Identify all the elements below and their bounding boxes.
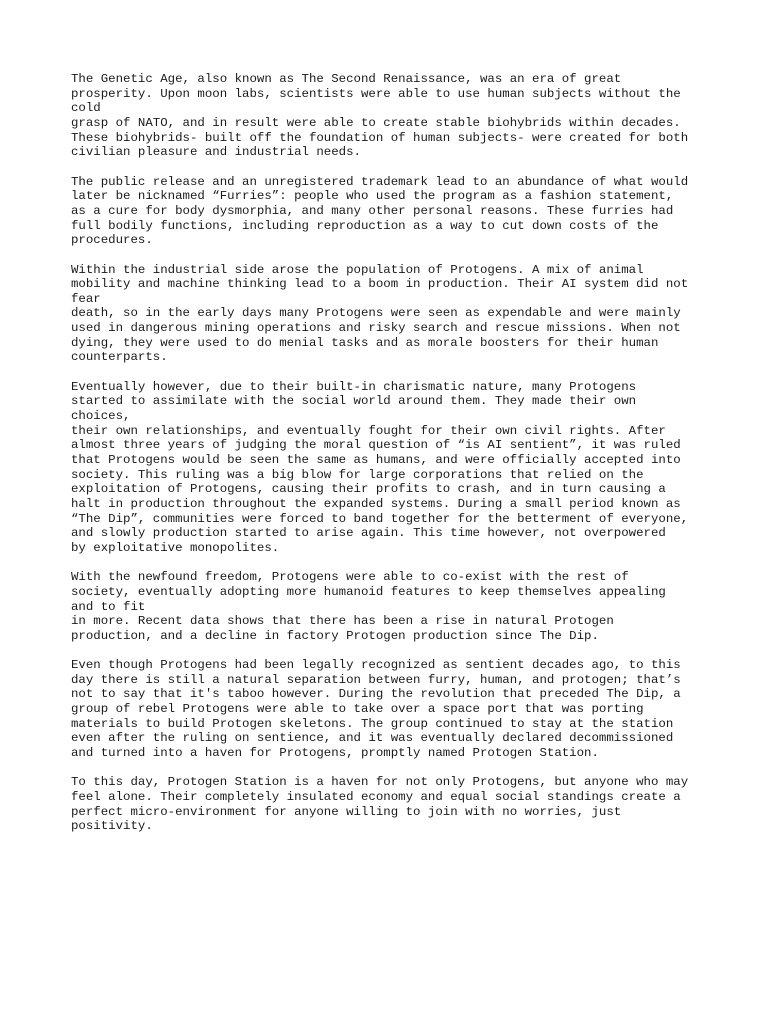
text-line: grasp of NATO, and in result were able to create stable biohybrids within decades. (71, 115, 681, 130)
text-line: that Protogens would be seen the same as humans, and were officially accepted into (71, 453, 681, 468)
paragraph-furries (71, 175, 711, 248)
text-line: group of rebel Protogens were able to take over a space port that was porting (71, 702, 644, 717)
text-line: started to assimilate with the social world around them. They made their own (71, 394, 637, 409)
text-line: perfect micro-environment for anyone willing to join with no worries, just (71, 804, 622, 819)
text-line: not to say that it's taboo however. During the revolution that preceded The Dip, a (71, 687, 681, 702)
text-line: The Genetic Age, also known as The Second Renaissance, was an era of great (71, 72, 622, 86)
text-line: dying, they were used to do menial tasks and as morale boosters for their human (71, 335, 659, 350)
text-line: “The Dip”, communities were forced to band together for the betterment of everyone, (71, 511, 689, 526)
text-line: To this day, Protogen Station is a haven for not only Protogens, but anyone who may (71, 775, 689, 790)
document-page (71, 72, 711, 849)
text-line: Eventually however, due to their built-in charismatic nature, many Protogens (71, 379, 637, 394)
text-line: exploitation of Protogens, causing their profits to crash, and in turn causing a (71, 482, 666, 497)
text-line: even after the ruling on sentience, and it was eventually declared decommissioned (71, 731, 674, 746)
text-line: halt in production throughout the expanded systems. During a small period known as (71, 496, 681, 511)
text-line: and slowly production started to arise again. This time however, not overpowered (71, 526, 666, 541)
text-line: Even though Protogens had been legally recognized as sentient decades ago, to this (71, 658, 681, 673)
text-line: and to fit (71, 599, 146, 614)
text-line: choices, (71, 409, 131, 424)
text-line: almost three years of judging the moral question of “is AI sentient”, it was ruled (71, 438, 681, 453)
text-line: society. This ruling was a big blow for large corporations that relied on the (71, 467, 644, 482)
text-line: The public release and an unregistered trademark lead to an abundance of what would (71, 174, 689, 189)
text-line: feel alone. Their completely insulated economy and equal social standings create a (71, 790, 681, 805)
paragraph-newfound-freedom (71, 570, 711, 643)
paragraph-protogen-station-today (71, 775, 711, 834)
text-line: as a cure for body dysmorphia, and many other personal reasons. These furries had (71, 203, 674, 218)
text-line: production, and a decline in factory Protogen production since The Dip. (71, 628, 599, 643)
text-line: materials to build Protogen skeletons. The group continued to stay at the station (71, 716, 674, 731)
text-line: prosperity. Upon moon labs, scientists were able to use human subjects without the (71, 86, 681, 101)
paragraph-protogen-station-origin (71, 658, 711, 761)
text-line: mobility and machine thinking lead to a boom in production. Their AI system did not (71, 277, 689, 292)
paragraph-protogens-industrial (71, 263, 711, 366)
text-line: counterparts. (71, 350, 168, 365)
text-line: cold (71, 101, 101, 116)
text-line: positivity. (71, 819, 153, 834)
paragraph-civil-rights (71, 380, 711, 556)
text-line: civilian pleasure and industrial needs. (71, 145, 361, 160)
text-line: in more. Recent data shows that there has been a rise in natural Protogen (71, 614, 614, 629)
text-line: procedures. (71, 233, 153, 248)
text-line: used in dangerous mining operations and risky search and rescue missions. When not (71, 321, 681, 336)
text-line: These biohybrids- built off the foundation of human subjects- were created for both (71, 130, 689, 145)
text-line: With the newfound freedom, Protogens were able to co-exist with the rest of (71, 570, 629, 585)
text-line: and turned into a haven for Protogens, promptly named Protogen Station. (71, 746, 599, 761)
paragraph-genetic-age (71, 72, 711, 160)
text-line: their own relationships, and eventually fought for their own civil rights. After (71, 423, 666, 438)
text-line: by exploitative monopolites. (71, 540, 280, 555)
text-line: Within the industrial side arose the population of Protogens. A mix of animal (71, 262, 644, 277)
text-line: death, so in the early days many Protogens were seen as expendable and were mainly (71, 306, 681, 321)
text-line: full bodily functions, including reproduction as a way to cut down costs of the (71, 218, 659, 233)
text-line: later be nicknamed “Furries”: people who used the program as a fashion statement, (71, 189, 674, 204)
text-line: fear (71, 291, 101, 306)
text-line: society, eventually adopting more humanoid features to keep themselves appealing (71, 584, 666, 599)
text-line: day there is still a natural separation between furry, human, and protogen; that’s (71, 672, 681, 687)
